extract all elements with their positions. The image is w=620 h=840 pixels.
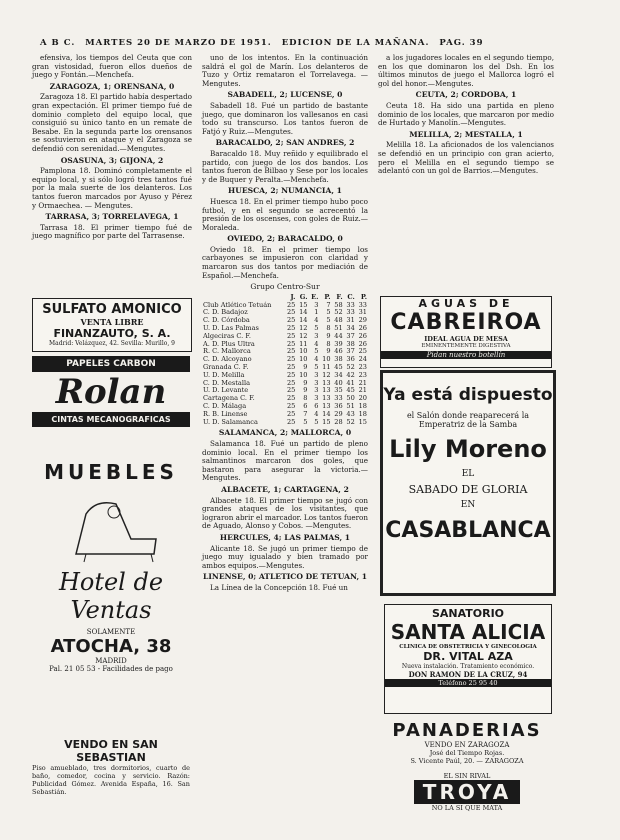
table-cell: 10 [299,347,308,356]
article-text: a los jugadores locales en el segundo tiempo, en los que dominaron los del Dsh. En los últimos minutos de juego el Mallorca logró el gol del honor.—Mengutes. [378,53,554,88]
table-cell: 3 [314,300,319,309]
table-cell: 25 [286,378,296,387]
table-cell: 8 [326,339,331,348]
page-header [40,38,600,48]
table-cell: 58 [334,300,343,309]
table-cell: R. C. Mallorca [203,347,251,356]
match-heading: SALAMANCA, 2; MALLORCA, 0 [218,428,352,438]
chair-illustration [36,484,186,564]
table-cell: 38 [346,339,355,348]
table-cell: 46 [334,347,343,356]
table-cell: C. D. Málaga [203,402,247,410]
table-header-cell: E. [311,292,319,301]
table-cell: 33 [346,308,355,317]
table-cell: 15 [322,417,331,426]
table-cell: 33 [334,394,343,403]
ad-text: EN [460,500,476,510]
match-heading: SABADELL, 2; LUCENSE, 0 [227,90,343,100]
ad-title: Ya está dispuesto [383,385,553,405]
table-header-cell: C. [347,292,355,301]
table-cell: 29 [358,316,367,325]
article-text: Baracaldo 18. Muy reñido y equilibrado el partido, con juego de los dos bandos. Los tantos fueron de Bilbao y Sese por los locales y de Buquer y Peralta.—Menchefa. [202,148,368,184]
article-text: Melilla 18. La aficionados de los valencianos se defendió en un principio con gran acierto, pero el Melilla en el segundo tiempo se adelantó con un gol de Barrios.—Mengutes. [378,140,554,176]
article-text: Huesca 18. En el primer tiempo hubo poco futbol, y en el segundo se acrecentó la presión de los oscenses, con goles de Ruiz.—Moraleda. [202,196,368,232]
table-cell: 6 [303,402,308,410]
article-text: Ceuta 18. Ha sido una partida en pleno dominio de los locales, que marcaron por medio de Hurtado y Manolín.—Mengutes. [378,100,554,128]
table-cell: 5 [326,316,331,325]
match-heading: LINENSE, 0; ATLETICO DE TETUAN, 1 [202,572,368,582]
table-cell: 18 [358,402,367,410]
table-cell: C. D. Badajoz [203,308,248,317]
ad-text: Pidan nuestro botellín [381,351,551,359]
ad-text: SOLAMENTE [86,628,136,636]
table-cell: 9 [326,331,331,340]
table-cell: 13 [322,378,331,387]
ad-vendo [32,738,190,810]
ad-text: IDEAL AGUA DE MESA [424,335,508,343]
ad-text: EL SIN RIVAL [443,772,491,780]
table-cell: 15 [299,300,308,309]
table-cell: 20 [358,394,367,403]
table-cell: U. D. Melilla [203,370,245,379]
match-heading: CEUTA, 2; CORDOBA, 1 [415,90,517,100]
table-header-cell: G. [299,292,308,301]
match-heading: HERCULES, 4; LAS PALMAS, 1 [219,532,351,542]
column-1 [32,54,192,243]
table-cell: 37 [346,331,355,340]
table-cell: 9 [303,363,308,372]
table-cell: 25 [286,339,296,348]
table-cell: C. D. Mestalla [203,378,251,387]
table-cell: U. D. Levante [203,386,249,395]
table-cell: 52 [346,363,355,372]
table-cell: U. D. Las Palmas [203,324,259,333]
article-text: Alicante 18. Se jugó un primer tiempo de juego muy igualado y bien tramado por ambos equipos.—Mengutes. [202,543,368,570]
table-cell: 34 [334,370,343,379]
table-cell: 3 [314,394,319,403]
ad-text: FINANZAUTO, S. A. [53,327,171,340]
ad-text: José del Tiempo Rojas. [429,749,505,757]
table-cell: 8 [326,324,331,333]
ad-title: VENDO EN SAN SEBASTIAN [64,738,158,764]
table-cell: 31 [346,316,355,325]
match-heading: HUESCA, 2; NUMANCIA, 1 [228,186,342,196]
table-cell: 43 [346,409,355,418]
table-cell: 21 [358,386,367,395]
ad-text: Madrid: Velázquez, 42. Sevilla: Murillo, 9 [49,340,175,347]
table-cell: 9 [303,386,308,395]
table-cell: 45 [346,386,355,395]
article-text: Pamplona 18. Dominó completamente el equipo local, y si sólo logró tres tantos fué por la mala suerte de los delanteros. Los tantos fueron marcados por Ayuso y Pérez y Ormaechea. — Mengutes. [32,166,192,210]
ad-star: Lily Moreno [389,435,547,463]
table-cell: 31 [358,308,367,317]
match-heading: TARRASA, 3; TORRELAVEGA, 1 [45,212,179,222]
ad-text: VENDO EN ZARAGOZA [424,741,510,749]
table-cell: 25 [286,324,296,333]
table-cell: 25 [358,347,367,356]
ad-cabreiroa [380,296,552,368]
edition-label: EDICION DE LA MAÑANA. [281,38,430,48]
table-cell: 12 [322,370,331,379]
table-cell: 8 [303,394,308,403]
table-cell: 38 [334,355,343,364]
table-cell: 25 [286,417,296,426]
table-cell: 10 [322,355,331,364]
table-header-cell: F. [336,292,343,301]
ad-brand: SANTA ALICIA [390,620,546,644]
ad-text: EL [461,469,475,479]
table-cell: 1 [314,308,319,317]
ad-sulfato [32,298,192,352]
ad-title: PANADERIAS [392,720,542,741]
table-cell: 44 [334,331,343,340]
ad-text: NO LA SI QUE MATA [431,804,503,812]
ad-text: Nueva instalación. Tratamiento económico. [401,663,535,670]
table-cell: 11 [322,363,331,372]
table-cell: 52 [346,417,355,426]
table-header-cell: J. [290,292,296,301]
table-cell: 14 [299,308,308,317]
table-cell: 3 [314,378,319,387]
ad-text: S. Vicente Paúl, 20. — ZARAGOZA [410,757,524,765]
article-text: Albacete 18. El primer tiempo se jugó con grandes ataques de los visitantes, que lograron abrir el marcador. Los tantos fueron de Aguado, Alonso y Cobos. —Mengutes. [202,495,368,531]
table-cell: 29 [334,409,343,418]
table-cell: 3 [314,331,319,340]
ad-title: SULFATO AMONICO [42,302,182,317]
table-cell: 35 [334,386,343,395]
table-cell: 5 [314,363,319,372]
table-cell: 14 [322,409,331,418]
table-cell: 25 [286,386,296,395]
table-cell: 10 [299,370,308,379]
table-cell: 25 [286,331,296,340]
ad-text: el Salón donde reaparecerá la Emperatriz de la Samba [406,411,530,429]
table-cell: 23 [358,370,367,379]
table-cell: 12 [299,331,308,340]
page-number: PAG. 39 [439,38,484,48]
table-cell: 25 [286,347,296,356]
article-text: Zaragoza 18. El partido había despertado gran expectación. El primer tiempo fué de dominio completo del equipo local, que consiguió su único tanto en un remate de Besabe. En la segunda parte los orensanos se sostuvieron en ataque y el Zaragoza se defendió con serenidad.—Mengutes. [32,92,192,153]
ad-text: CINTAS MECANOGRAFICAS [32,412,190,427]
match-heading: MELILLA, 2; MESTALLA, 1 [409,129,523,139]
table-cell: A. D. Plus Ultra [203,339,255,348]
table-cell: 23 [358,363,367,372]
table-cell: 24 [358,355,367,364]
ad-casablanca [380,370,556,596]
table-cell: 25 [286,355,296,364]
table-cell: 3 [314,386,319,395]
table-cell: 39 [334,339,343,348]
standings-table [202,294,368,427]
table-cell: 7 [326,300,331,309]
ad-text: DR. VITAL AZA [423,650,513,663]
ad-text: Pal. 21 05 53 - Facilidades de pago [49,665,173,673]
table-cell: 5 [314,417,319,426]
table-cell: 50 [346,394,355,403]
ad-text: MADRID [95,657,127,665]
ad-muebles [32,460,190,712]
ad-text: PAPELES CARBON [32,356,190,372]
ad-brand: Rolan [55,372,167,412]
table-cell: 15 [358,417,367,426]
table-header-cell: P. [324,292,331,301]
ad-text: AGUAS DE [418,297,514,310]
table-cell: 34 [346,324,355,333]
table-cell: 13 [322,402,331,410]
match-heading: ZARAGOZA, 1; ORENSANA, 0 [49,81,175,91]
ad-title: SANATORIO [431,607,505,620]
ad-brand: Hotel de Ventas [58,568,164,624]
table-cell: 13 [322,386,331,395]
article-text: uno de los intentos. En la continuación saldrá el gol de Marín. Los delanteros de Tuzo y Ortiz remataron el Torrelavega. —Mengutes. [202,53,368,88]
table-cell: 45 [334,363,343,372]
ad-title: MUEBLES [44,460,178,484]
table-cell: 6 [314,402,319,410]
table-cell: 33 [346,300,355,309]
table-cell: 4 [314,316,319,325]
table-cell: 18 [358,409,367,418]
table-cell: Algeciras C. F. [203,331,252,340]
ad-text: DON RAMON DE LA CRUZ, 94 [408,670,528,679]
table-cell: Club Atlético Tetuán [203,300,272,309]
table-cell: 7 [303,409,308,418]
article-text: La Línea de la Concepción 18. Fué un [210,582,348,592]
ad-rolan [32,356,190,448]
article-text: Sabadell 18. Fué un partido de bastante juego, que dominaron los vallesanos en casi todo su transcurso. Los tantos fueron de Fatjó y Ruiz.—Mengutes. [202,100,368,136]
table-cell: 28 [334,417,343,426]
table-cell: 33 [358,300,367,309]
table-cell: 25 [286,409,296,418]
ad-text: EMINENTEMENTE DIGESTIVA [421,343,511,349]
date-line: MARTES 20 DE MARZO DE 1951. [85,38,272,48]
table-cell: 25 [286,394,296,403]
table-cell: 25 [286,316,296,325]
table-cell: 14 [299,316,308,325]
ad-text: CLINICA DE OBSTETRICIA Y GINECOLOGIA [399,644,537,650]
table-cell: 48 [334,316,343,325]
match-heading: OVIEDO, 2; BARACALDO, 0 [227,234,343,244]
table-cell: 26 [358,324,367,333]
table-cell: 42 [346,370,355,379]
ad-brand: CABREIROA [390,310,542,335]
table-cell: 52 [334,308,343,317]
table-cell: 25 [286,402,296,410]
match-heading: BARACALDO, 2; SAN ANDRES, 2 [215,138,355,148]
ad-venue: CASABLANCA [385,518,551,543]
ad-text: ATOCHA, 38 [50,636,172,657]
table-cell: 25 [286,363,296,372]
table-cell: 41 [346,378,355,387]
article-text: Salamanca 18. Fué un partido de pleno dominio local. En el primer tiempo los salmantinos marcaron dos goles, que bastaron para asegurar la victoria.—Mengutes. [202,438,368,483]
table-cell: 10 [299,355,308,364]
article-text: efensiva, los tiempos del Ceuta que con gran vistosidad, fueron ellos dueños de juego y Fontán.—Menchefa. [32,53,192,80]
table-cell: 9 [303,378,308,387]
ad-text: SABADO DE GLORIA [408,483,528,496]
table-cell: 21 [358,378,367,387]
table-cell: 36 [346,355,355,364]
ad-troya [384,772,550,820]
table-cell: R. B. Linense [203,409,248,418]
table-cell: 5 [326,308,331,317]
table-cell: 5 [314,347,319,356]
ad-text: Piso amueblado, tres dormitorios, cuarto de baño, comedor, cocina y servicio. Razón: Publicidad Gómez. Avenida España, 16. San Sebastián. [32,764,190,796]
table-cell: 40 [334,378,343,387]
table-cell: 4 [314,355,319,364]
table-cell: 37 [346,347,355,356]
ad-sanatorio [384,604,552,714]
table-cell: 4 [314,339,319,348]
table-cell: 4 [314,409,319,418]
table-title: Grupo Centro-Sur [250,282,320,292]
table-cell: 25 [286,308,296,317]
ad-text: Teléfono 25 95 40 [385,679,551,687]
table-cell: 9 [326,347,331,356]
table-cell: 11 [299,339,308,348]
table-cell: 5 [303,417,308,426]
column-2 [202,54,368,594]
table-cell: 26 [358,331,367,340]
table-row [202,419,368,427]
table-cell: 12 [299,324,308,333]
table-cell: 51 [334,324,343,333]
article-text: Tarrasa 18. El primer tiempo fué de juego magnífico por parte del Tarrasense. [32,222,192,241]
table-cell: 25 [286,300,296,309]
ad-brand: TROYA [414,780,520,804]
table-cell: 51 [346,402,355,410]
ad-text: VENTA LIBRE [80,317,144,327]
table-cell: 3 [314,370,319,379]
paper-name: A B C. [40,38,76,48]
table-cell: 13 [322,394,331,403]
table-header-cell: P. [360,292,367,301]
table-cell: 25 [286,370,296,379]
ad-panaderias [384,720,550,768]
table-cell: C. D. Alcoyano [203,355,252,364]
table-cell: U. D. Salamanca [203,417,258,426]
match-heading: OSASUNA, 3; GIJONA, 2 [60,155,164,165]
table-cell: Cartagena C. F. [203,394,255,403]
table-cell: C. D. Córdoba [203,316,250,325]
match-heading: ALBACETE, 1; CARTAGENA, 2 [221,484,349,494]
table-cell: 5 [314,324,319,333]
table-cell: 26 [358,339,367,348]
table-cell: Granada C. F. [203,363,249,372]
article-text: Oviedo 18. En el primer tiempo los carbayones se impusieron con claridad y marcaron sus dos tantos por mediación de Español.—Menchefa. [202,244,368,280]
column-3 [378,54,554,178]
table-cell: 36 [334,402,343,410]
